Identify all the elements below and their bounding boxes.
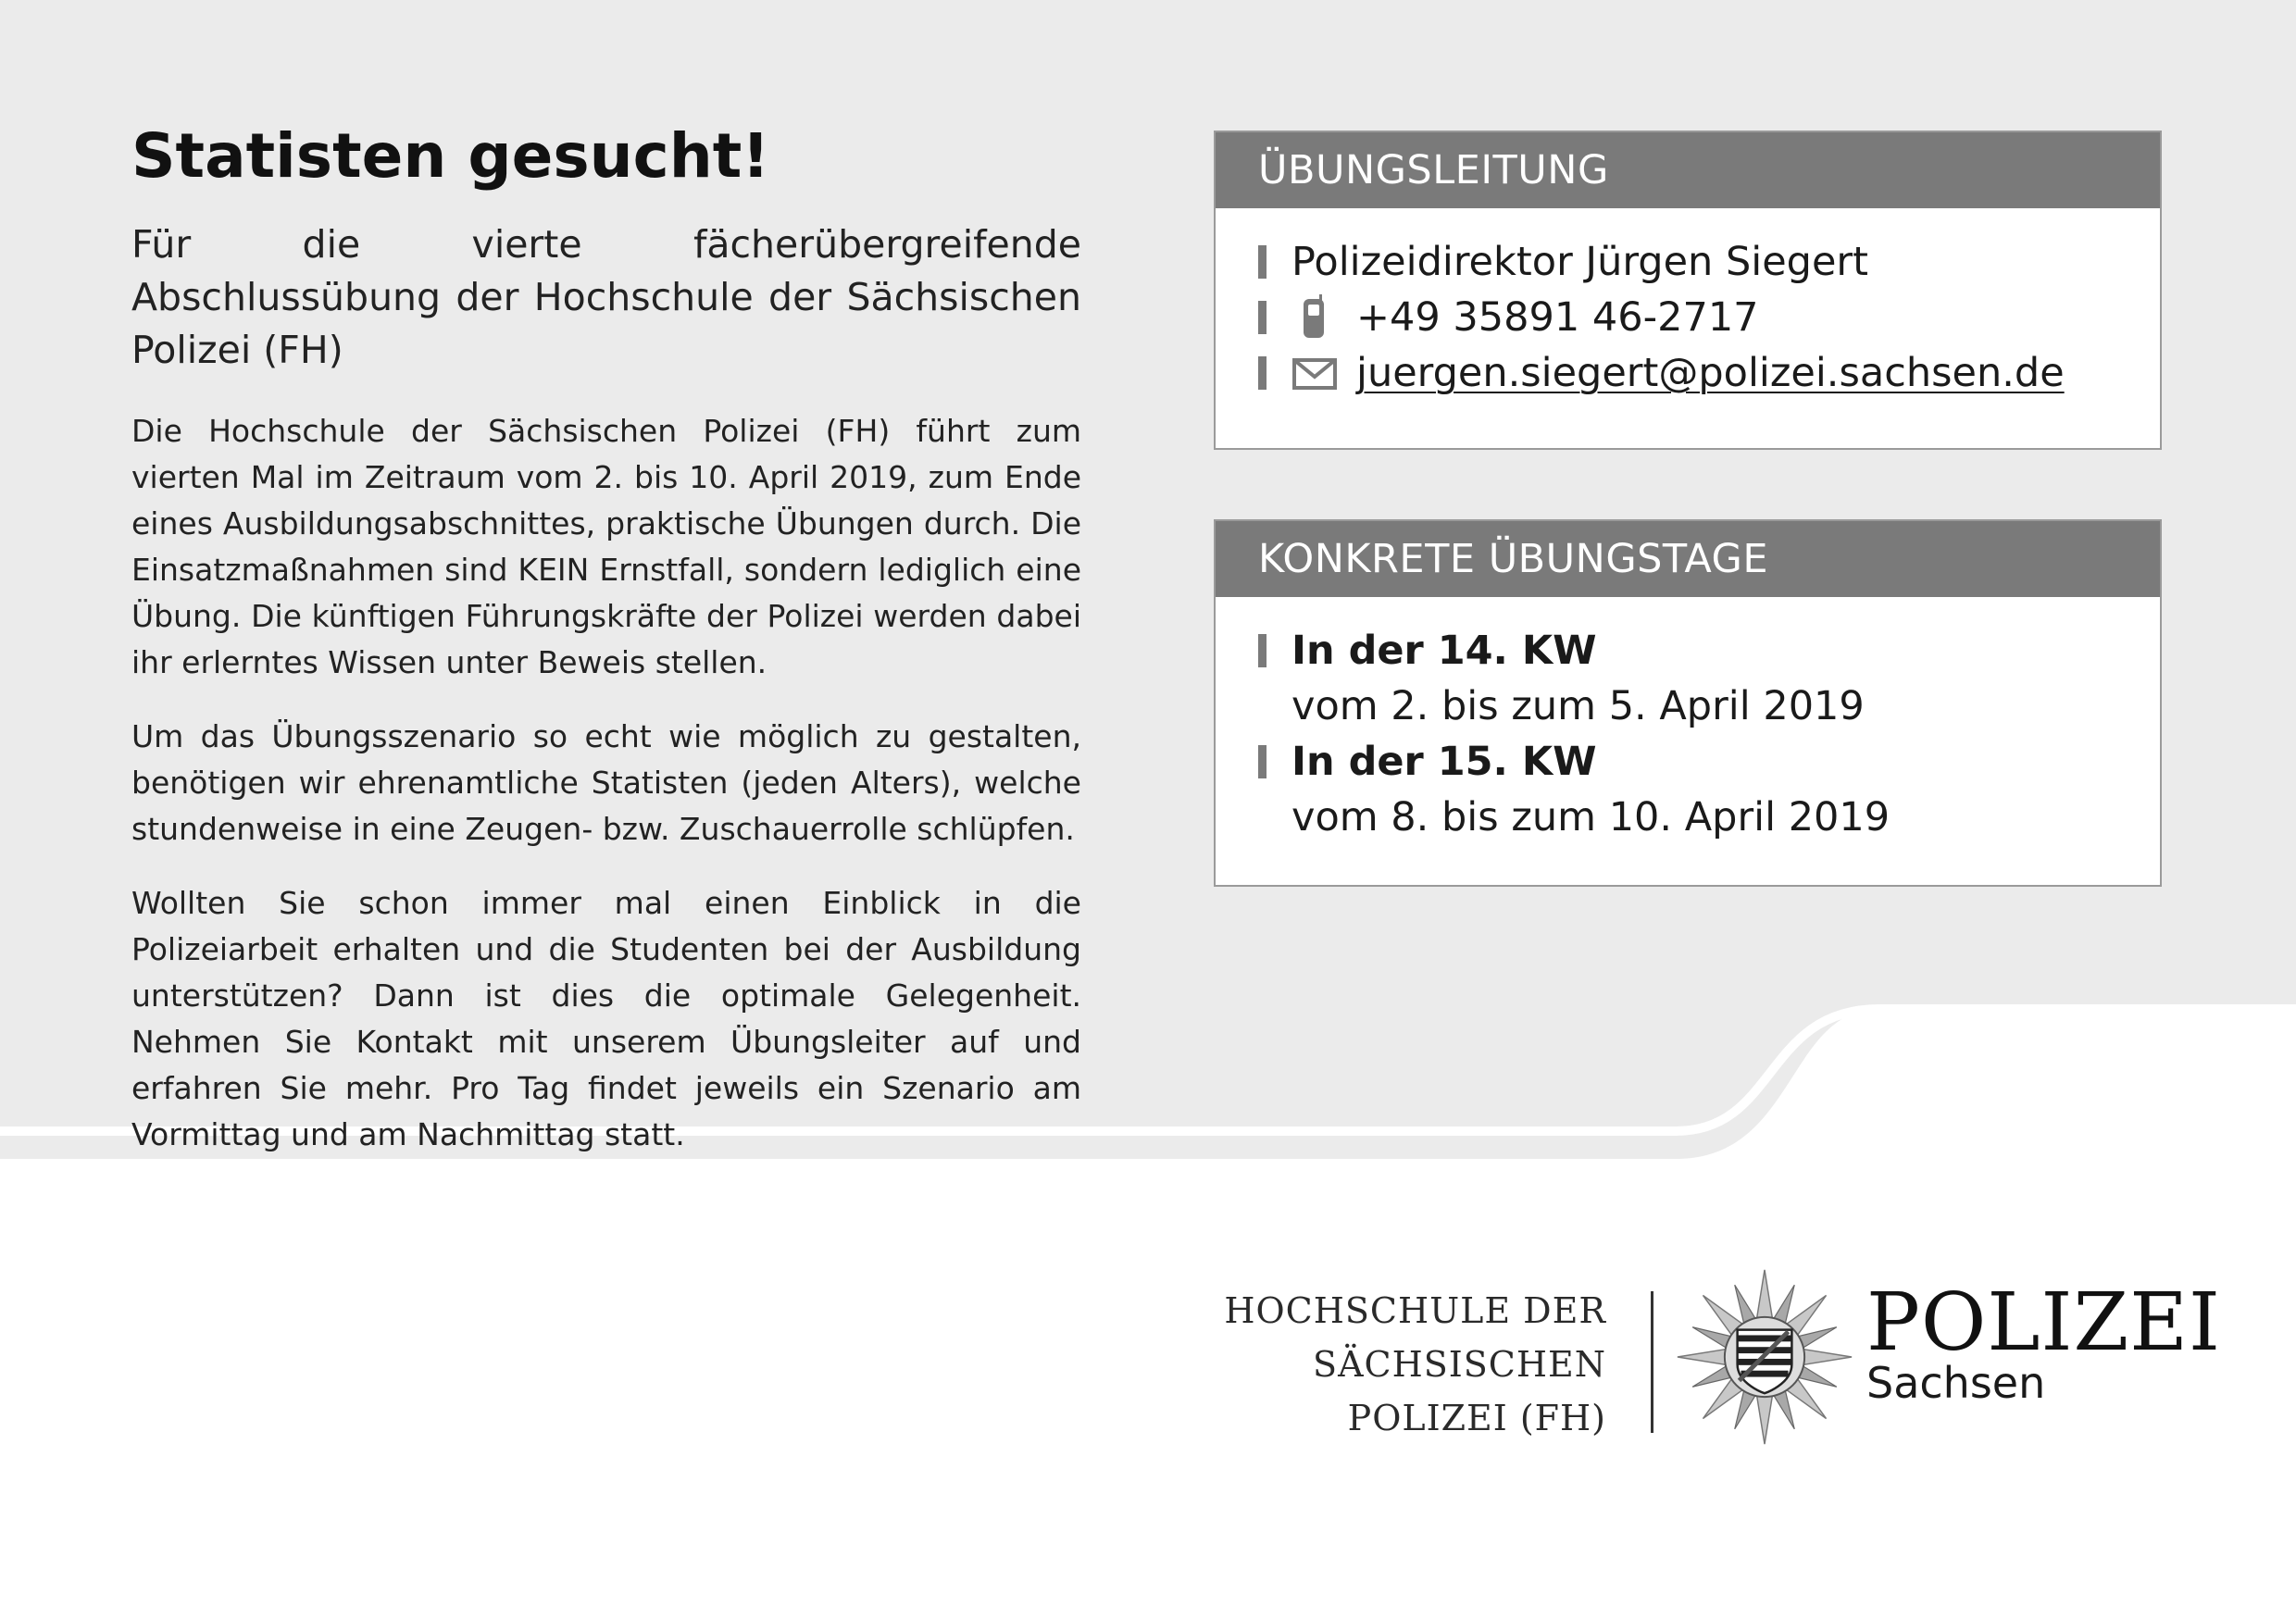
brand-subtitle: Sachsen xyxy=(1866,1358,2046,1408)
paragraph-contact: Wollten Sie schon immer mal einen Einblick in die Polizeiarbeit erhalten und die Studenten bei der Ausbildung unterstützen? Dann ist dies die optimale Gelegenheit. Nehmen Sie Kontakt mit unserem Übungsleiter auf und erfahren Sie mehr. Pro Tag findet jeweils ein Szenario am Vormittag und am Nachmittag statt. xyxy=(131,885,1081,1152)
footer-divider xyxy=(1651,1291,1653,1433)
bullet-bar xyxy=(1258,245,1267,279)
paragraph-intro: Die Hochschule der Sächsischen Polizei (FH) führt zum vierten Mal im Zeitraum vom 2. bis 10. April 2019, zum Ende eines Ausbildungsabschnittes, praktische Übungen durch. Die Einsatzmaßnahmen sind KEIN Ernstfall, sondern lediglich eine Übung. Die künftigen Führungskräfte der Polizei werden dabei ihr erlerntes Wissen unter Beweis stellen. xyxy=(131,413,1081,680)
contact-phone-row xyxy=(1258,290,2160,345)
contact-phone[interactable]: +49 35891 46-2717 xyxy=(1356,294,1759,341)
brand-title: POLIZEI xyxy=(1866,1276,2221,1369)
contact-box-title: ÜBUNGSLEITUNG xyxy=(1216,132,2160,208)
subheadline: Für die vierte fächerübergreifende Abschlussübung der Hochschule der Sächsischen Polizei (FH) xyxy=(131,222,1081,372)
institution-line: SÄCHSISCHEN xyxy=(1313,1344,1606,1385)
day-range-15: vom 8. bis zum 10. April 2019 xyxy=(1292,794,1890,840)
institution-name xyxy=(1143,1284,1606,1445)
day-week-label: In der 15. KW xyxy=(1292,739,1597,785)
police-star-emblem-icon xyxy=(1674,1266,1855,1448)
contact-name-row xyxy=(1258,234,2160,290)
days-box-body xyxy=(1216,597,2160,845)
contact-box xyxy=(1214,131,2162,450)
institution-line: POLIZEI (FH) xyxy=(1347,1398,1606,1438)
paragraph-statisten: Um das Übungsszenario so echt wie möglich zu gestalten, benötigen wir ehrenamtliche Statisten (jeden Alters), welche stundenweise in eine Zeugen- bzw. Zuschauerrolle schlüpfen. xyxy=(131,718,1081,847)
contact-name: Polizeidirektor Jürgen Siegert xyxy=(1292,239,1868,285)
day-week-14 xyxy=(1258,623,2160,678)
bullet-bar xyxy=(1258,356,1267,390)
bullet-bar xyxy=(1258,301,1267,334)
day-week-15 xyxy=(1258,734,2160,790)
main-text-column xyxy=(131,118,1081,1158)
contact-email-link[interactable]: juergen.siegert@polizei.sachsen.de xyxy=(1356,350,2065,396)
day-range-14: vom 2. bis zum 5. April 2019 xyxy=(1292,683,1865,729)
bullet-bar xyxy=(1258,745,1267,778)
days-box xyxy=(1214,519,2162,887)
mobile-phone-icon xyxy=(1292,293,1338,342)
headline: Statisten gesucht! xyxy=(131,120,770,192)
envelope-icon xyxy=(1292,349,1338,397)
contact-box-body xyxy=(1216,208,2160,401)
institution-line: HOCHSCHULE DER xyxy=(1224,1290,1606,1331)
days-box-title: KONKRETE ÜBUNGSTAGE xyxy=(1216,521,2160,597)
bullet-bar xyxy=(1258,634,1267,667)
contact-email-row xyxy=(1258,345,2160,401)
day-week-label: In der 14. KW xyxy=(1292,628,1597,674)
